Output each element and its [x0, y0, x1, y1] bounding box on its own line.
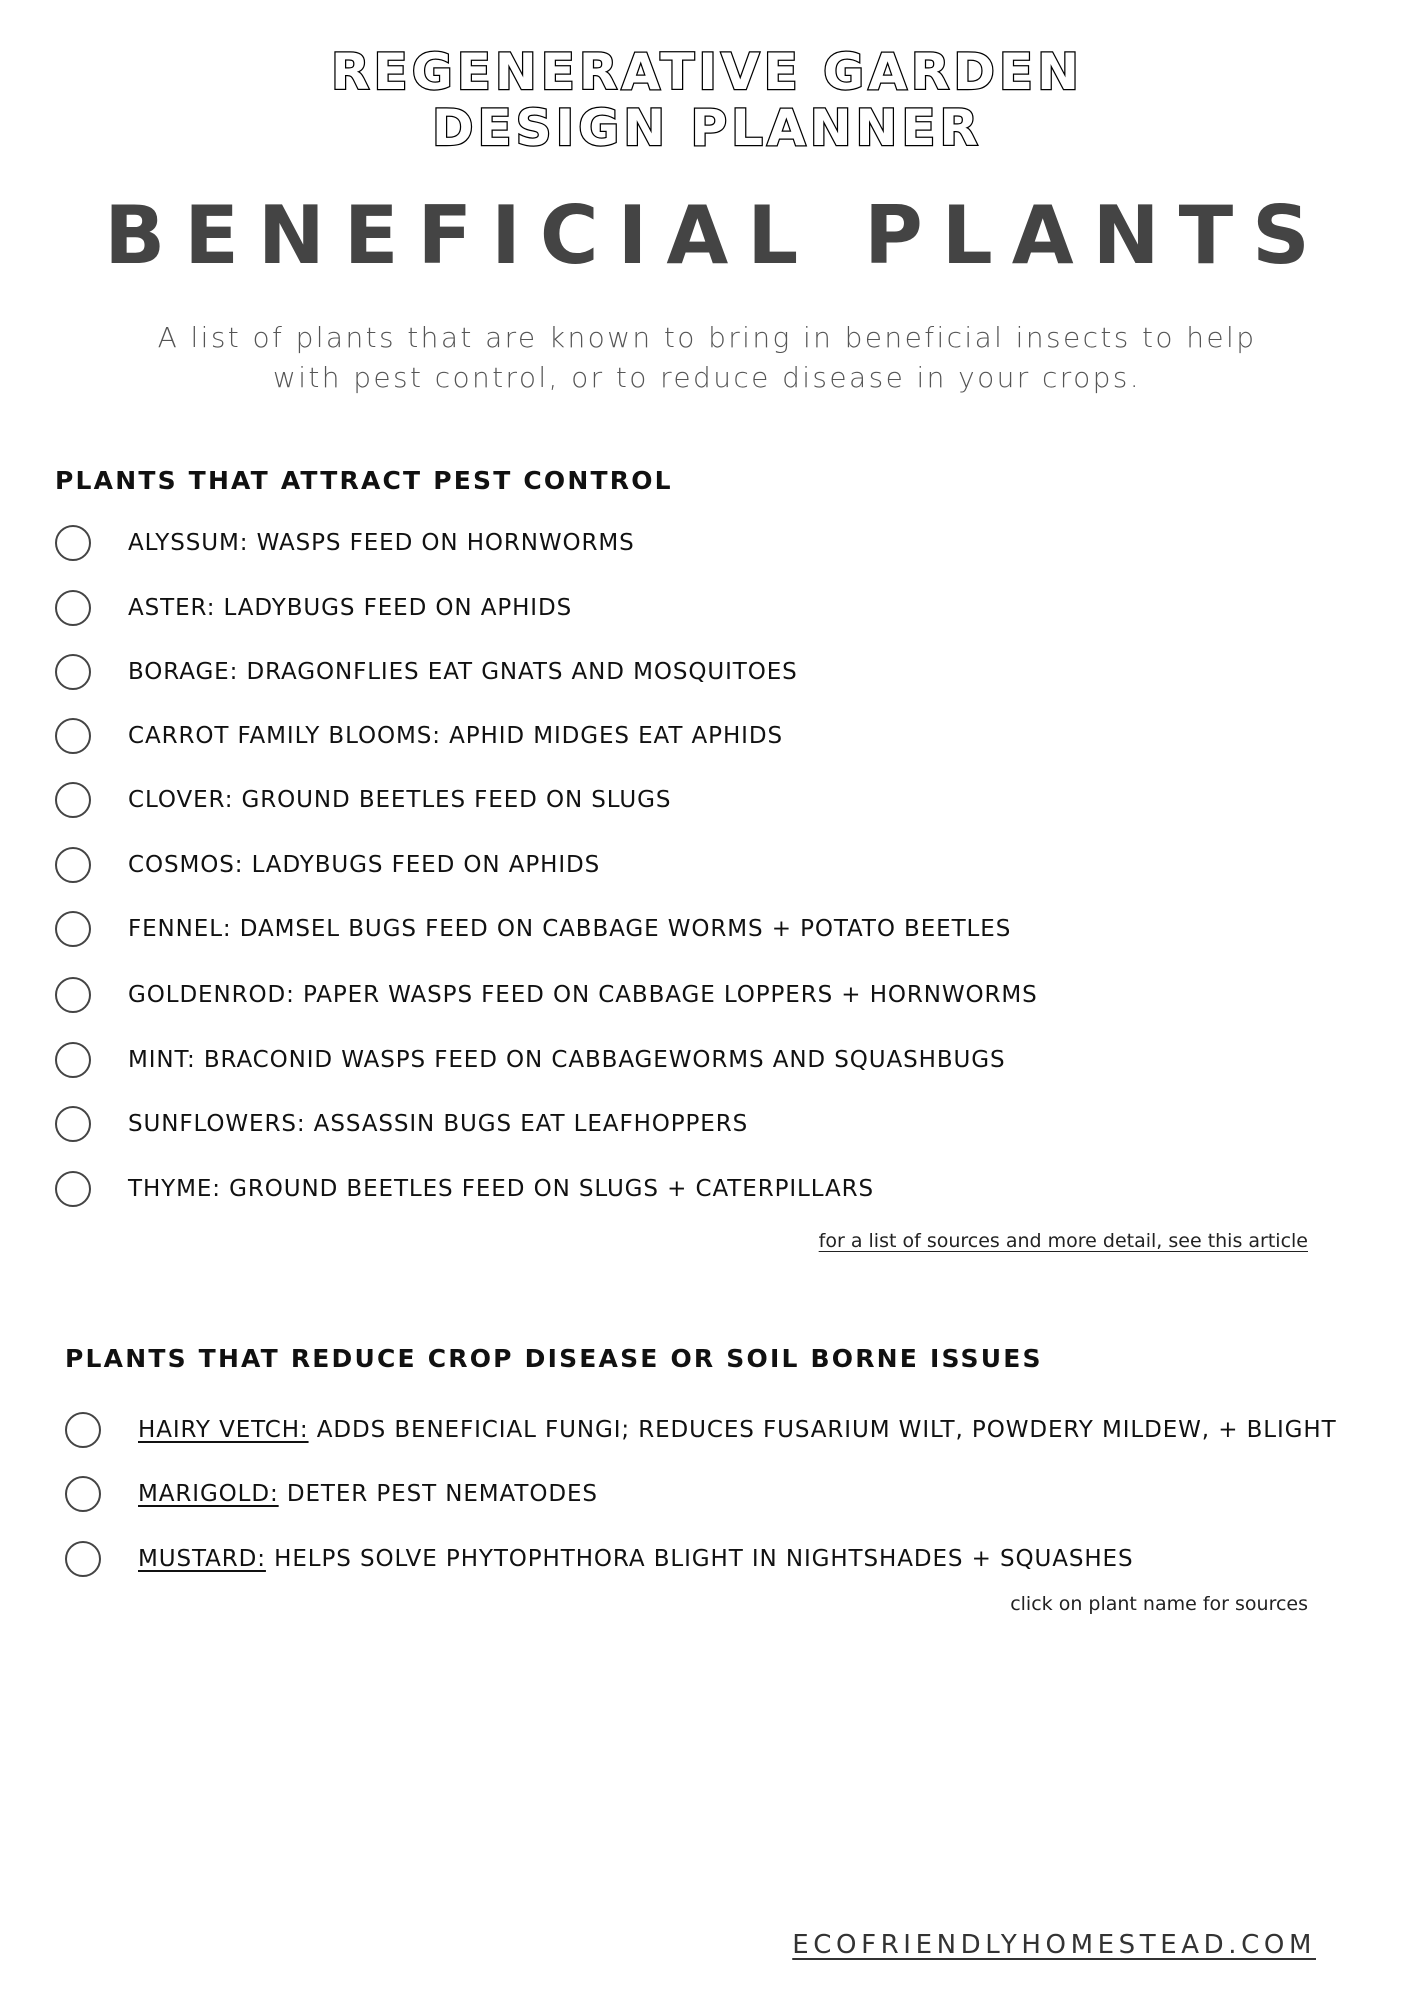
- list-item: [55, 780, 672, 820]
- checkbox-circle[interactable]: [55, 847, 91, 883]
- item-label: MINT: BRACONID WASPS FEED ON CABBAGEWORMS AND SQUASHBUGS: [128, 1047, 1006, 1073]
- subtitle-line1: A list of plants that are known to bring in beneficial insects to help: [157, 321, 1257, 354]
- plant-link-marigold[interactable]: MARIGOLD:: [138, 1481, 279, 1507]
- item-label: [138, 1481, 598, 1507]
- list-item: [55, 716, 783, 756]
- item-label: CLOVER: GROUND BEETLES FEED ON SLUGS: [128, 787, 672, 813]
- item-label: [138, 1417, 1337, 1443]
- checkbox-circle[interactable]: [55, 654, 91, 690]
- item-label: SUNFLOWERS: ASSASSIN BUGS EAT LEAFHOPPERS: [128, 1111, 749, 1137]
- list-item: [55, 588, 573, 628]
- item-label: CARROT FAMILY BLOOMS: APHID MIDGES EAT APHIDS: [128, 723, 783, 749]
- list-item: [55, 1169, 874, 1209]
- sources-article-link[interactable]: for a list of sources and more detail, see this article: [818, 1230, 1308, 1252]
- checkbox-circle[interactable]: [65, 1412, 101, 1448]
- page-subtitle: [0, 318, 1414, 398]
- checkbox-circle[interactable]: [55, 525, 91, 561]
- item-label: THYME: GROUND BEETLES FEED ON SLUGS + CATERPILLARS: [128, 1176, 874, 1202]
- plant-link-mustard[interactable]: MUSTARD:: [138, 1546, 266, 1572]
- checkbox-circle[interactable]: [55, 977, 91, 1013]
- list-item: [65, 1410, 1337, 1450]
- planner-title-line1: REGENERATIVE GARDEN: [331, 43, 1083, 101]
- list-item: [55, 909, 1012, 949]
- item-label: ASTER: LADYBUGS FEED ON APHIDS: [128, 595, 573, 621]
- item-label: BORAGE: DRAGONFLIES EAT GNATS AND MOSQUITOES: [128, 659, 798, 685]
- list-item: [55, 1040, 1006, 1080]
- list-item: [65, 1474, 598, 1514]
- subtitle-line2: with pest control, or to reduce disease in your crops.: [272, 361, 1142, 394]
- item-label: COSMOS: LADYBUGS FEED ON APHIDS: [128, 852, 601, 878]
- checkbox-circle[interactable]: [55, 1042, 91, 1078]
- list-item: [55, 975, 1038, 1015]
- list-item: [55, 1104, 749, 1144]
- checkbox-circle[interactable]: [55, 590, 91, 626]
- item-description: ADDS BENEFICIAL FUNGI; REDUCES FUSARIUM WILT, POWDERY MILDEW, + BLIGHT: [308, 1417, 1337, 1443]
- checkbox-circle[interactable]: [55, 911, 91, 947]
- list-item: [65, 1539, 1134, 1579]
- item-label: [138, 1546, 1133, 1572]
- checkbox-circle[interactable]: [55, 782, 91, 818]
- website-link[interactable]: ECOFRIENDLYHOMESTEAD.COM: [792, 1930, 1316, 1960]
- checkbox-circle[interactable]: [55, 718, 91, 754]
- item-label: FENNEL: DAMSEL BUGS FEED ON CABBAGE WORMS + POTATO BEETLES: [128, 916, 1012, 942]
- planner-title-line2: DESIGN PLANNER: [431, 99, 983, 157]
- plant-link-hairy-vetch[interactable]: HAIRY VETCH:: [138, 1417, 309, 1443]
- checkbox-circle[interactable]: [55, 1171, 91, 1207]
- planner-title: [0, 44, 1414, 156]
- item-label: GOLDENROD: PAPER WASPS FEED ON CABBAGE LOPPERS + HORNWORMS: [128, 982, 1038, 1008]
- page-title: BENEFICIAL PLANTS: [104, 189, 1329, 282]
- sources-note: click on plant name for sources: [1010, 1593, 1308, 1615]
- list-item: [55, 845, 601, 885]
- checkbox-circle[interactable]: [55, 1106, 91, 1142]
- checkbox-circle[interactable]: [65, 1541, 101, 1577]
- section-heading-pest-control: PLANTS THAT ATTRACT PEST CONTROL: [55, 466, 673, 495]
- list-item: [55, 523, 635, 563]
- list-item: [55, 652, 798, 692]
- item-label: ALYSSUM: WASPS FEED ON HORNWORMS: [128, 530, 635, 556]
- item-description: DETER PEST NEMATODES: [278, 1481, 598, 1507]
- section-heading-disease: PLANTS THAT REDUCE CROP DISEASE OR SOIL BORNE ISSUES: [65, 1344, 1043, 1373]
- checkbox-circle[interactable]: [65, 1476, 101, 1512]
- item-description: HELPS SOLVE PHYTOPHTHORA BLIGHT IN NIGHTSHADES + SQUASHES: [265, 1546, 1134, 1572]
